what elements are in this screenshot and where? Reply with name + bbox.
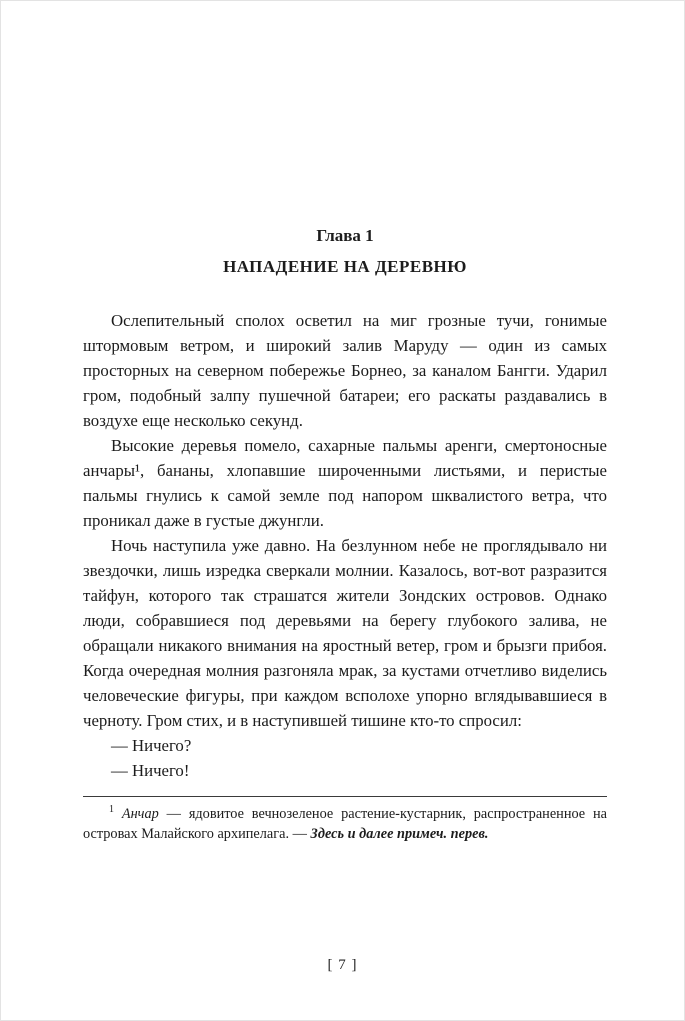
body-text: [83, 308, 607, 783]
paragraph: Высокие деревья помело, сахарные пальмы аренги, смертоносные анчары¹, бананы, хлопавшие широченными листьями, и перистые пальмы гнулись к самой земле под напором шквалистого ветра, что проникал даже в густые джунгли.: [83, 436, 607, 530]
footnote-translator-note: Здесь и далее примеч. перев.: [310, 826, 489, 842]
chapter-label: Глава 1: [316, 226, 374, 245]
footnote-marker: 1: [109, 804, 114, 816]
footnote-text: [83, 797, 607, 844]
footnote-term: Анчар: [121, 806, 159, 822]
footnote-definition: — ядовитое вечнозеленое растение-кустарник, распространенное на островах Малайского архипелага. —: [83, 806, 607, 842]
paragraph: Ночь наступила уже давно. На безлунном небе не проглядывало ни звездочки, лишь изредка сверкали молнии. Казалось, вот-вот разразится тайфун, которого так страшатся жители Зондских островов. Однако люди, собравшиеся под деревьями на берегу глубокого залива, не обращали никакого внимания на яростный ветер, гром и брызги прибоя. Когда очередная молния разгоняла мрак, за кустами отчетливо виделись человеческие фигуры, при каждом всполохе упорно вглядывавшиеся в черноту. Гром стих, и в наступившей тишине кто-то спросил:: [83, 536, 607, 730]
paragraph: Ослепительный сполох осветил на миг грозные тучи, гонимые штормовым ветром, и широкий залив Маруду — один из самых просторных на северном побережье Борнео, за каналом Бангги. Ударил гром, подобный залпу пушечной батареи; его раскаты раздавались в воздухе еще несколько секунд.: [83, 311, 607, 430]
chapter-title: НАПАДЕНИЕ НА ДЕРЕВНЮ: [223, 257, 467, 276]
dialogue-line: — Ничего!: [111, 761, 190, 780]
dialogue-line: — Ничего?: [111, 736, 192, 755]
footnote-block: [83, 796, 607, 844]
page-number: [ 7 ]: [327, 957, 358, 973]
